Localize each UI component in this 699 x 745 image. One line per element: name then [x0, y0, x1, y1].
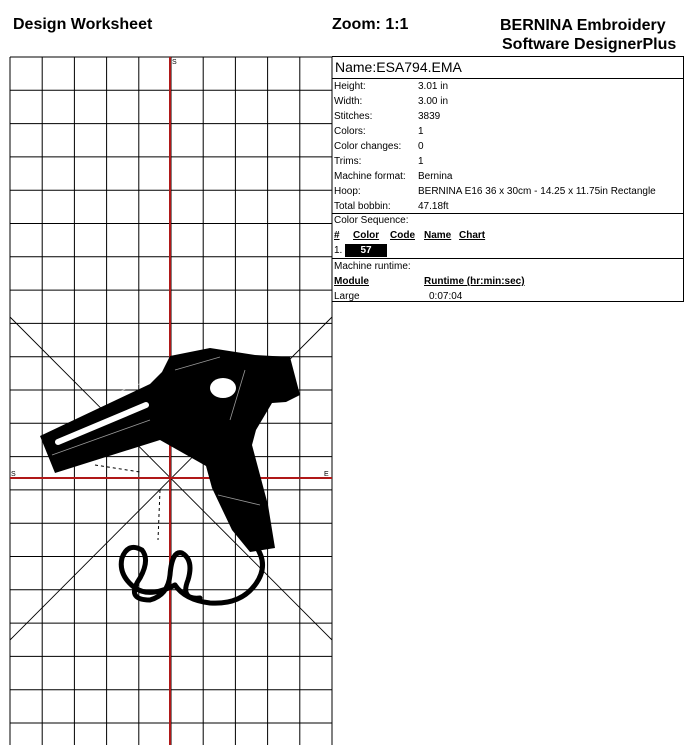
col-module: Module [334, 276, 369, 287]
divider [332, 213, 683, 214]
stat-value: 47.18ft [418, 201, 449, 212]
stat-value: 3839 [418, 111, 441, 122]
stat-value: 3.01 in [418, 81, 449, 92]
stat-label: Colors: [334, 126, 366, 137]
runtime-module: Large [334, 291, 360, 302]
brand-line-2: Software DesignerPlus [502, 36, 677, 53]
design-info-panel [332, 56, 684, 302]
stat-value: 3.00 in [418, 96, 449, 107]
col-color: Color [353, 230, 380, 241]
stat-label: Machine format: [334, 171, 406, 182]
brand-line-1: BERNINA Embroidery [500, 17, 666, 34]
zoom-level: Zoom: 1:1 [332, 16, 409, 33]
stat-label: Hoop: [334, 186, 361, 197]
runtime-time: 0:07:04 [429, 291, 463, 302]
col-runtime: Runtime (hr:min:sec) [424, 276, 525, 287]
divider [332, 258, 683, 259]
stat-label: Trims: [334, 156, 362, 167]
grid-label-top: S [172, 59, 177, 66]
design-name: Name:ESA794.EMA [335, 59, 462, 75]
stat-value: 1 [418, 126, 424, 137]
stat-value: BERNINA E16 36 x 30cm - 14.25 x 11.75in Rectangle [418, 186, 656, 197]
color-sequence-heading: Color Sequence: [334, 215, 409, 226]
stat-label: Width: [334, 96, 363, 107]
stat-label: Total bobbin: [334, 201, 391, 212]
col-name: Name [424, 230, 452, 241]
stat-label: Height: [334, 81, 366, 92]
col-code: Code [390, 230, 415, 241]
page-title: Design Worksheet [13, 16, 153, 33]
stat-label: Color changes: [334, 141, 402, 152]
stat-label: Stitches: [334, 111, 373, 122]
col-chart: Chart [459, 230, 486, 241]
runtime-heading: Machine runtime: [334, 261, 411, 272]
stat-value: 1 [418, 156, 424, 167]
divider [332, 78, 683, 79]
stat-value: Bernina [418, 171, 453, 182]
stat-value: 0 [418, 141, 424, 152]
grid-label-left: S [11, 471, 16, 478]
color-swatch: 57 [345, 244, 387, 257]
grid-label-right: E [324, 471, 329, 478]
col-index: # [334, 230, 340, 241]
color-row-index: 1. [334, 245, 343, 256]
